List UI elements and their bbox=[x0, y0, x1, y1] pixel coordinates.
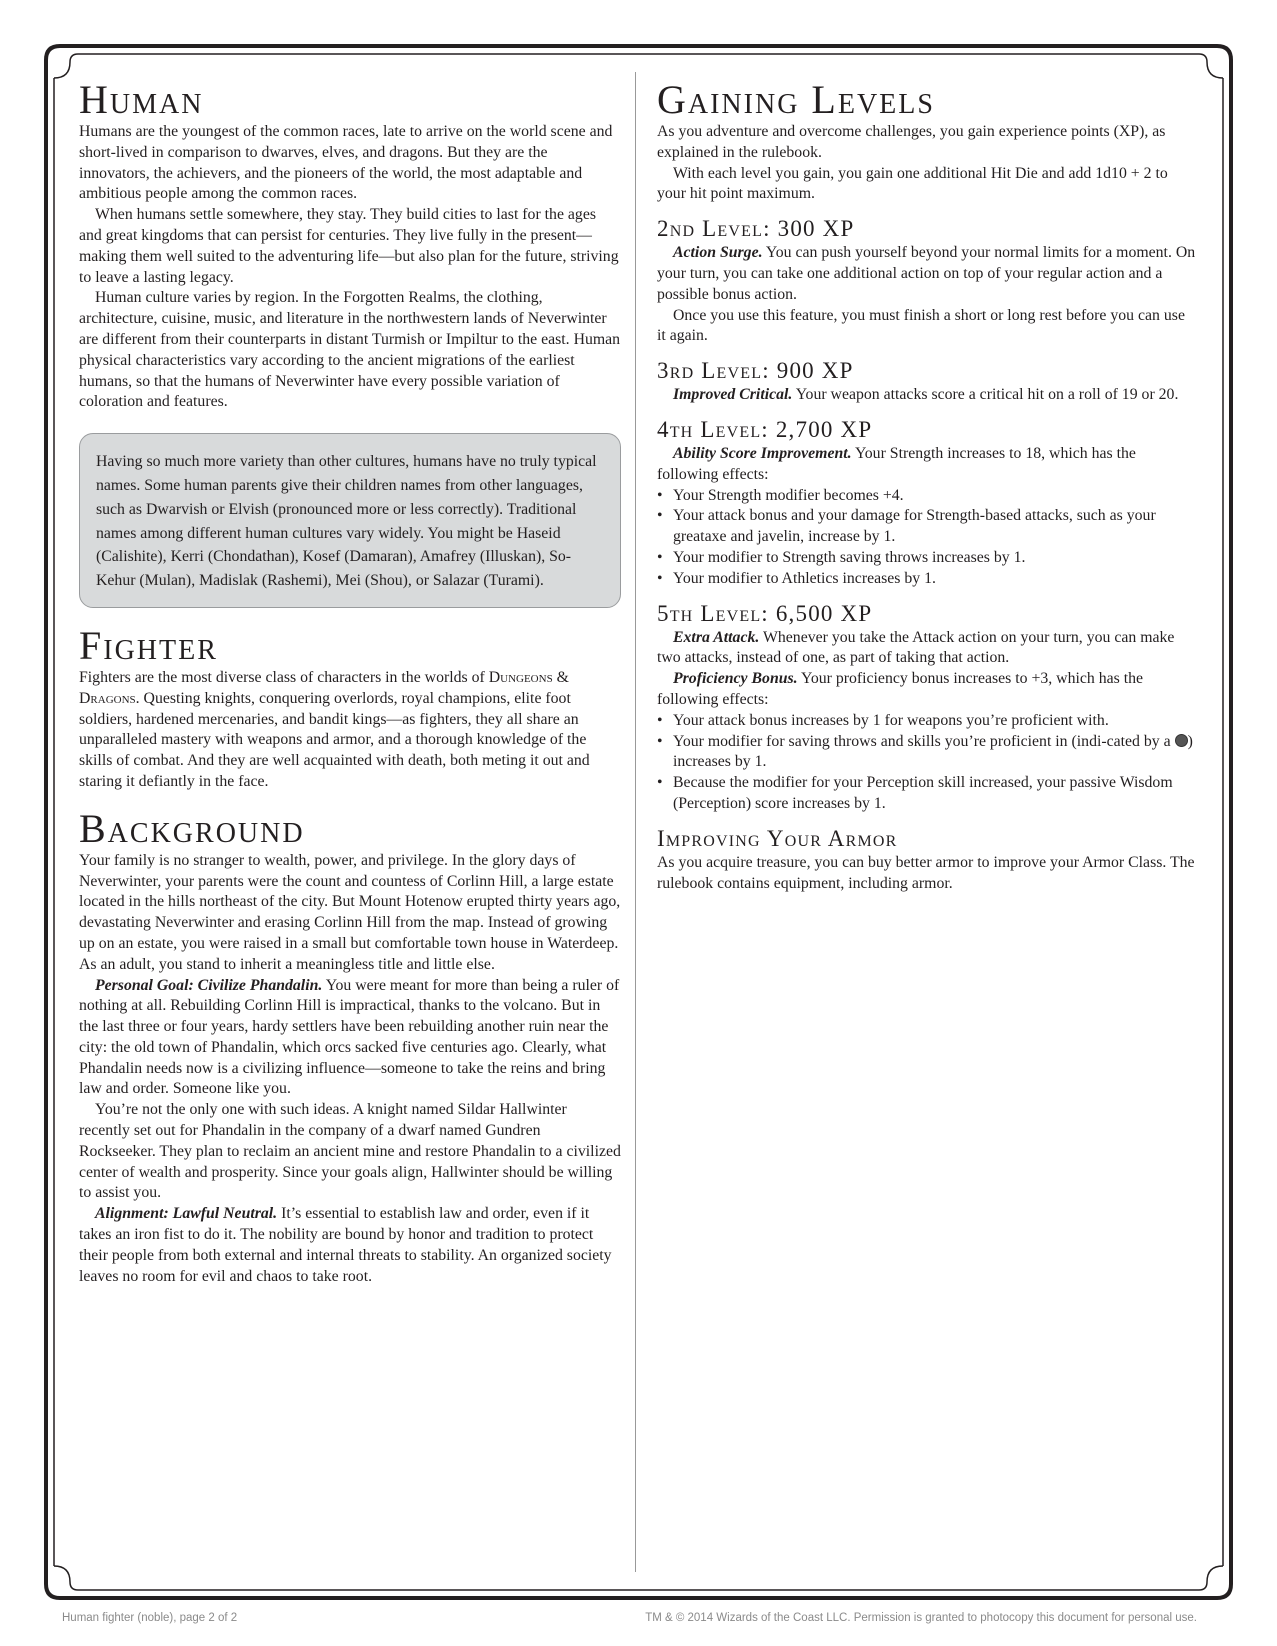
list-item bbox=[657, 732, 1197, 774]
background-paragraph-3: You’re not the only one with such ideas. A knight named Sildar Hallwinter recently set out for Phandalin in the company of a dwarf named Gundren Rockseeker. They plan to reclaim an ancient mine and restore Phandalin to a civilized center of wealth and prosperity. Since your goals align, Hallwinter should be willing to assist you. bbox=[79, 1101, 621, 1202]
human-paragraph-1: Humans are the youngest of the common races, late to arrive on the world scene and short-lived in comparison to dwarves, elves, and dragons. But they are the innovators, the achievers, and the pioneers of the world, the most adaptable and ambitious people among the common races. bbox=[79, 123, 613, 203]
fighter-text-a: Fighters are the most diverse class of characters in the worlds of bbox=[79, 668, 489, 686]
proficiency-bonus-label: Proficiency Bonus. bbox=[673, 670, 798, 688]
bullet-text-a: Your modifier for saving throws and skills you’re proficient in (indi-cated by a bbox=[673, 732, 1175, 750]
improved-critical-label: Improved Critical. bbox=[673, 386, 793, 404]
background-paragraph-1: Your family is no stranger to wealth, power, and privilege. In the glory days of Neverwinter, your parents were the count and countess of Corlinn Hill, a large estate located in the hills northeast of the city. But Mount Hotenow erupted thirty years ago, devastating Neverwinter and erasing Corlinn Hill from the map. Instead of growing up on an estate, you were raised in a small but comfortable town house in Waterdeep. As an adult, you stand to inherit a meaningless title and little else. bbox=[79, 851, 621, 973]
improved-critical-text: Your weapon attacks score a critical hit on a roll of 19 or 20. bbox=[792, 386, 1179, 404]
bullet-text-b: ) increases by 1. bbox=[673, 732, 1193, 771]
level-2-heading: 2nd Level: 300 XP bbox=[657, 216, 855, 242]
list-item: • Your attack bonus increases by 1 for weapons you’re proficient with. bbox=[657, 711, 1197, 732]
human-heading: Human bbox=[79, 77, 204, 122]
extra-attack-text: Whenever you take the Attack action on your turn, you can make two attacks, instead of one, as part of taking that action. bbox=[657, 628, 1175, 667]
alignment-text: It’s essential to establish law and order, even if it takes an iron fist to do it. The nobility are bound by honor and tradition to protect their people from both external and internal threats to stability. An organized society leaves no room for evil and chaos to take root. bbox=[79, 1205, 612, 1285]
footer-page-label: Human fighter (noble), page 2 of 2 bbox=[62, 1612, 238, 1624]
improving-armor-heading: Improving Your Armor bbox=[657, 825, 898, 851]
left-column bbox=[79, 78, 621, 1287]
list-item: • Your attack bonus and your damage for Strength-based attacks, such as your greataxe and javelin, increase by 1. bbox=[657, 506, 1197, 548]
level-4-heading: 4th Level: 2,700 XP bbox=[657, 416, 873, 442]
right-column bbox=[657, 78, 1197, 894]
levels-paragraph-1: As you adventure and overcome challenges, you gain experience points (XP), as explained in the rulebook. bbox=[657, 123, 1166, 161]
action-surge-paragraph-2: Once you use this feature, you must finish a short or long rest before you can use it again. bbox=[657, 306, 1185, 345]
levels-paragraph-2: With each level you gain, you gain one additional Hit Die and add 1d10 + 2 to your hit point maximum. bbox=[657, 164, 1168, 203]
list-item: • Because the modifier for your Perception skill increased, your passive Wisdom (Perception) score increases by 1. bbox=[657, 773, 1197, 815]
ability-score-text: Your Strength increases to 18, which has the following effects: bbox=[657, 444, 1136, 483]
sidebar-text: Having so much more variety than other cultures, humans have no truly typical names. Some human parents give their children names from other languages, such as Dwarvish or Elvish (pronounced more or less correctly). Traditional names among different human cultures vary widely. You might be Haseid (Calishite), Kerri (Chondathan), Kosef (Damaran), Amafrey (Illuskan), So-Kehur (Mulan), Madislak (Rashemi), Mei (Shou), or Salazar (Turami). bbox=[96, 453, 597, 590]
improved-critical-paragraph bbox=[657, 385, 1197, 406]
fighter-text-b: . Questing knights, conquering overlords, royal champions, elite foot soldiers, hardened mercenaries, and bandit kings—as fighters, they all share an unparalleled mastery with weapons and armor, and a thorough knowledge of the skills of combat. And they are well acquainted with death, both meting it out and staring it defiantly in the face. bbox=[79, 689, 590, 790]
human-names-sidebar bbox=[79, 433, 621, 608]
action-surge-paragraph bbox=[657, 243, 1197, 305]
personal-goal-text: You were meant for more than being a ruler of nothing at all. Rebuilding Corlinn Hill is impractical, thanks to the volcano. But in the last three or four years, hardy settlers have been rebuilding another ruin near the city: the old town of Phandalin, which orcs sacked five centuries ago. Clearly, what Phandalin needs now is a civilizing influence—someone to take the reins and bring law and order. Someone like you. bbox=[79, 976, 620, 1098]
extra-attack-paragraph bbox=[657, 628, 1197, 670]
list-item: • Your Strength modifier becomes +4. bbox=[657, 486, 1197, 507]
list-item: • Your modifier to Strength saving throws increases by 1. bbox=[657, 548, 1197, 569]
footer-copyright: TM & © 2014 Wizards of the Coast LLC. Permission is granted to photocopy this document for personal use. bbox=[645, 1612, 1197, 1624]
column-divider bbox=[635, 72, 636, 1572]
fighter-paragraph bbox=[79, 668, 621, 793]
proficiency-dot-icon bbox=[1175, 734, 1188, 747]
level-5-heading: 5th Level: 6,500 XP bbox=[657, 600, 873, 626]
level-4-bullets bbox=[657, 486, 1197, 590]
ability-score-label: Ability Score Improvement. bbox=[673, 444, 852, 462]
level-3-heading: 3rd Level: 900 XP bbox=[657, 358, 854, 384]
proficiency-bonus-paragraph bbox=[657, 669, 1197, 711]
personal-goal-label: Personal Goal: Civilize Phandalin. bbox=[95, 976, 323, 994]
personal-goal-paragraph bbox=[79, 976, 621, 1101]
brand-name: Dungeons & Dragons bbox=[79, 668, 569, 707]
human-paragraph-3: Human culture varies by region. In the Forgotten Realms, the clothing, architecture, cuisine, music, and literature in the northwestern lands of Neverwinter are different from their counterparts in distant Turmish or Impiltur to the east. Human physical characteristics vary according to the ancient migrations of the earliest humans, so that the humans of Neverwinter have every possible variation of coloration and features. bbox=[79, 289, 621, 411]
extra-attack-label: Extra Attack. bbox=[673, 628, 760, 646]
action-surge-text: You can push yourself beyond your normal limits for a moment. On your turn, you can take one additional action on top of your regular action and a possible bonus action. bbox=[657, 244, 1196, 303]
alignment-paragraph bbox=[79, 1204, 621, 1287]
gaining-levels-heading: Gaining Levels bbox=[657, 77, 935, 122]
level-5-bullets bbox=[657, 711, 1197, 815]
improving-armor-paragraph: As you acquire treasure, you can buy better armor to improve your Armor Class. The rulebook contains equipment, including armor. bbox=[657, 853, 1195, 892]
alignment-label: Alignment: Lawful Neutral. bbox=[95, 1205, 278, 1223]
human-paragraph-2: When humans settle somewhere, they stay. They build cities to last for the ages and great kingdoms that can persist for centuries. They live fully in the present—making them well suited to the adventuring life—but also plan for the future, striving to leave a lasting legacy. bbox=[79, 206, 619, 286]
fighter-heading: Fighter bbox=[79, 622, 218, 668]
ability-score-paragraph bbox=[657, 444, 1197, 486]
proficiency-bonus-text: Your proficiency bonus increases to +3, which has the following effects: bbox=[657, 670, 1144, 708]
action-surge-label: Action Surge. bbox=[673, 244, 763, 262]
background-heading: Background bbox=[79, 805, 305, 851]
list-item: • Your modifier to Athletics increases by 1. bbox=[657, 569, 1197, 590]
